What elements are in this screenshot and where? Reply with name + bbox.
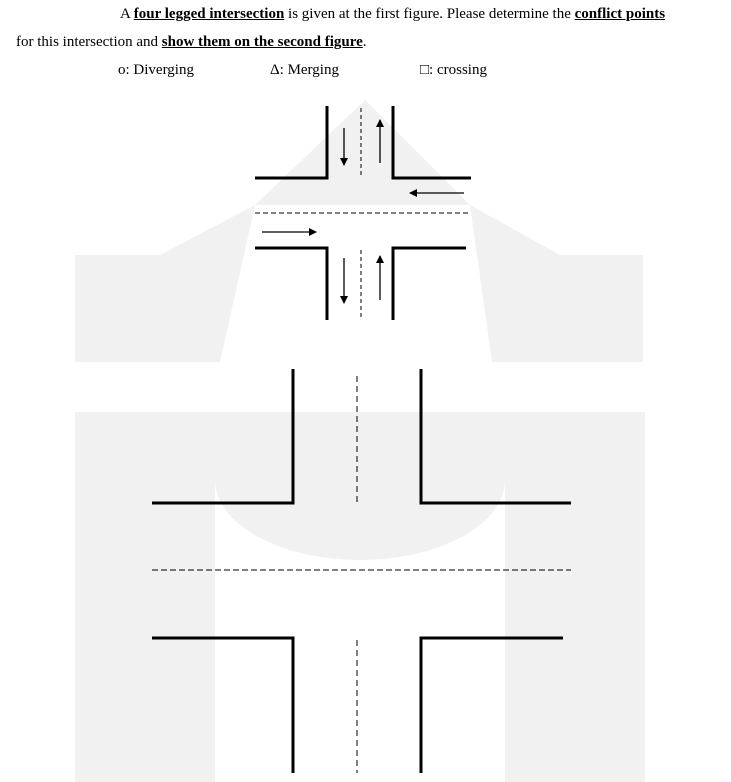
term-four-legged-intersection: four legged intersection: [133, 6, 285, 22]
question-line-2: for this intersection and show them on the second figure.: [16, 34, 367, 50]
legend-crossing: □: crossing: [420, 62, 487, 78]
term-conflict-points: conflict points: [574, 6, 666, 22]
legend-merging: Δ: Merging: [270, 62, 339, 78]
fig2-curb-bottom-left: [152, 638, 293, 773]
term-show-on-second-figure: show them on the second figure: [161, 34, 363, 50]
fig2-curb-top-left: [152, 369, 293, 503]
fig2-curb-bottom-right: [421, 638, 563, 773]
question-line-1: A four legged intersection is given at the first figure. Please determine the conflict points: [120, 6, 666, 22]
legend-diverging: o: Diverging: [118, 62, 194, 78]
fig2-curb-top-right: [421, 369, 571, 503]
